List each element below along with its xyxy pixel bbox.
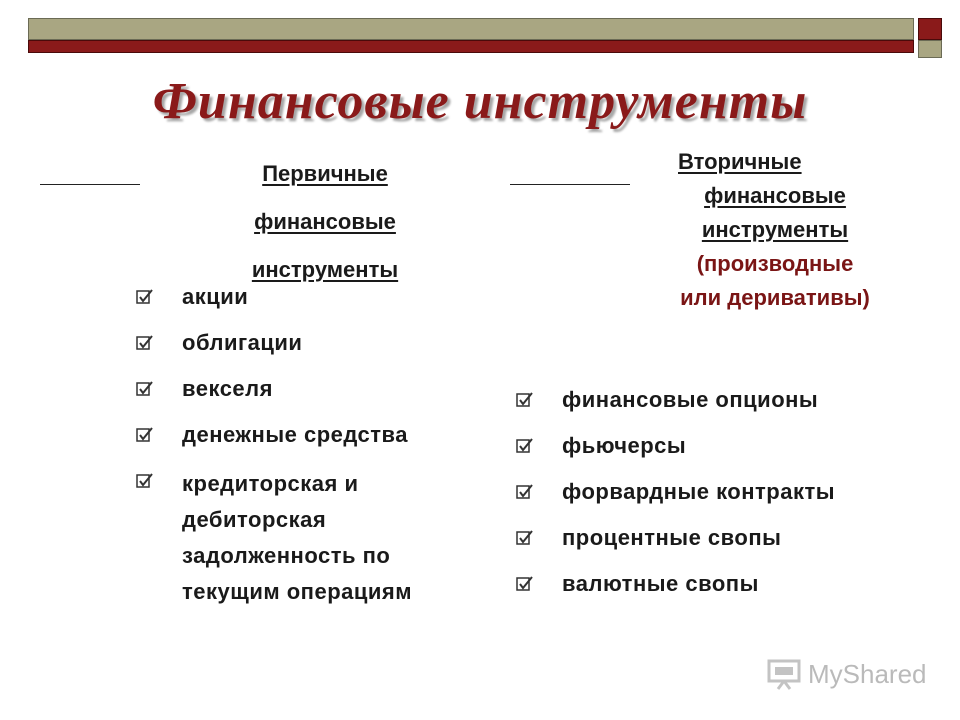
checkbox-bullet-icon [516,529,534,547]
secondary-heading-line3: инструменты [701,217,849,242]
primary-heading [140,150,510,294]
list-item [132,466,492,610]
top-decor-bar [28,18,914,40]
secondary-heading [630,145,920,315]
corner-decor-square-lower [918,40,942,58]
list-item-text: валютные свопы [562,571,759,596]
presentation-board-icon [766,658,802,690]
list-item-text: облигации [182,330,303,355]
watermark-text: MyShared [808,658,927,689]
primary-list [132,282,492,626]
list-item [512,431,932,461]
top-decor-bar-red [28,40,914,53]
watermark-logo [766,656,927,692]
list-item [132,282,492,312]
list-item [512,477,932,507]
secondary-heading-line1: Вторичные [678,149,802,174]
secondary-heading-line5: или деривативы) [680,285,870,310]
checkbox-bullet-icon [136,334,154,352]
secondary-heading-line2: финансовые [704,183,846,208]
checkbox-bullet-icon [136,472,154,490]
list-item [132,374,492,404]
checkbox-bullet-icon [516,437,534,455]
secondary-heading-line4: (производные [696,251,854,276]
list-item [512,569,932,599]
list-item-text: фьючерсы [562,433,687,458]
list-item-text: форвардные контракты [562,479,836,504]
list-item [132,420,492,450]
list-item [512,523,932,553]
list-item-text: процентные свопы [562,525,782,550]
checkbox-bullet-icon [516,483,534,501]
secondary-list [512,385,932,615]
list-item-text: денежные средства [182,422,409,447]
slide-title: Финансовые инструменты [152,73,808,130]
list-item-text: векселя [182,376,273,401]
checkbox-bullet-icon [136,426,154,444]
checkbox-bullet-icon [136,380,154,398]
checkbox-bullet-icon [516,575,534,593]
list-item-text: кредиторская и дебиторская задолженность по текущим операциям [182,471,413,604]
list-item-text: акции [182,284,249,309]
list-item-text: финансовые опционы [562,387,819,412]
list-item [132,328,492,358]
checkbox-bullet-icon [136,288,154,306]
corner-decor-square [918,18,942,40]
primary-heading-text: Первичные финансовые инструменты [251,161,399,282]
list-item [512,385,932,415]
checkbox-bullet-icon [516,391,534,409]
